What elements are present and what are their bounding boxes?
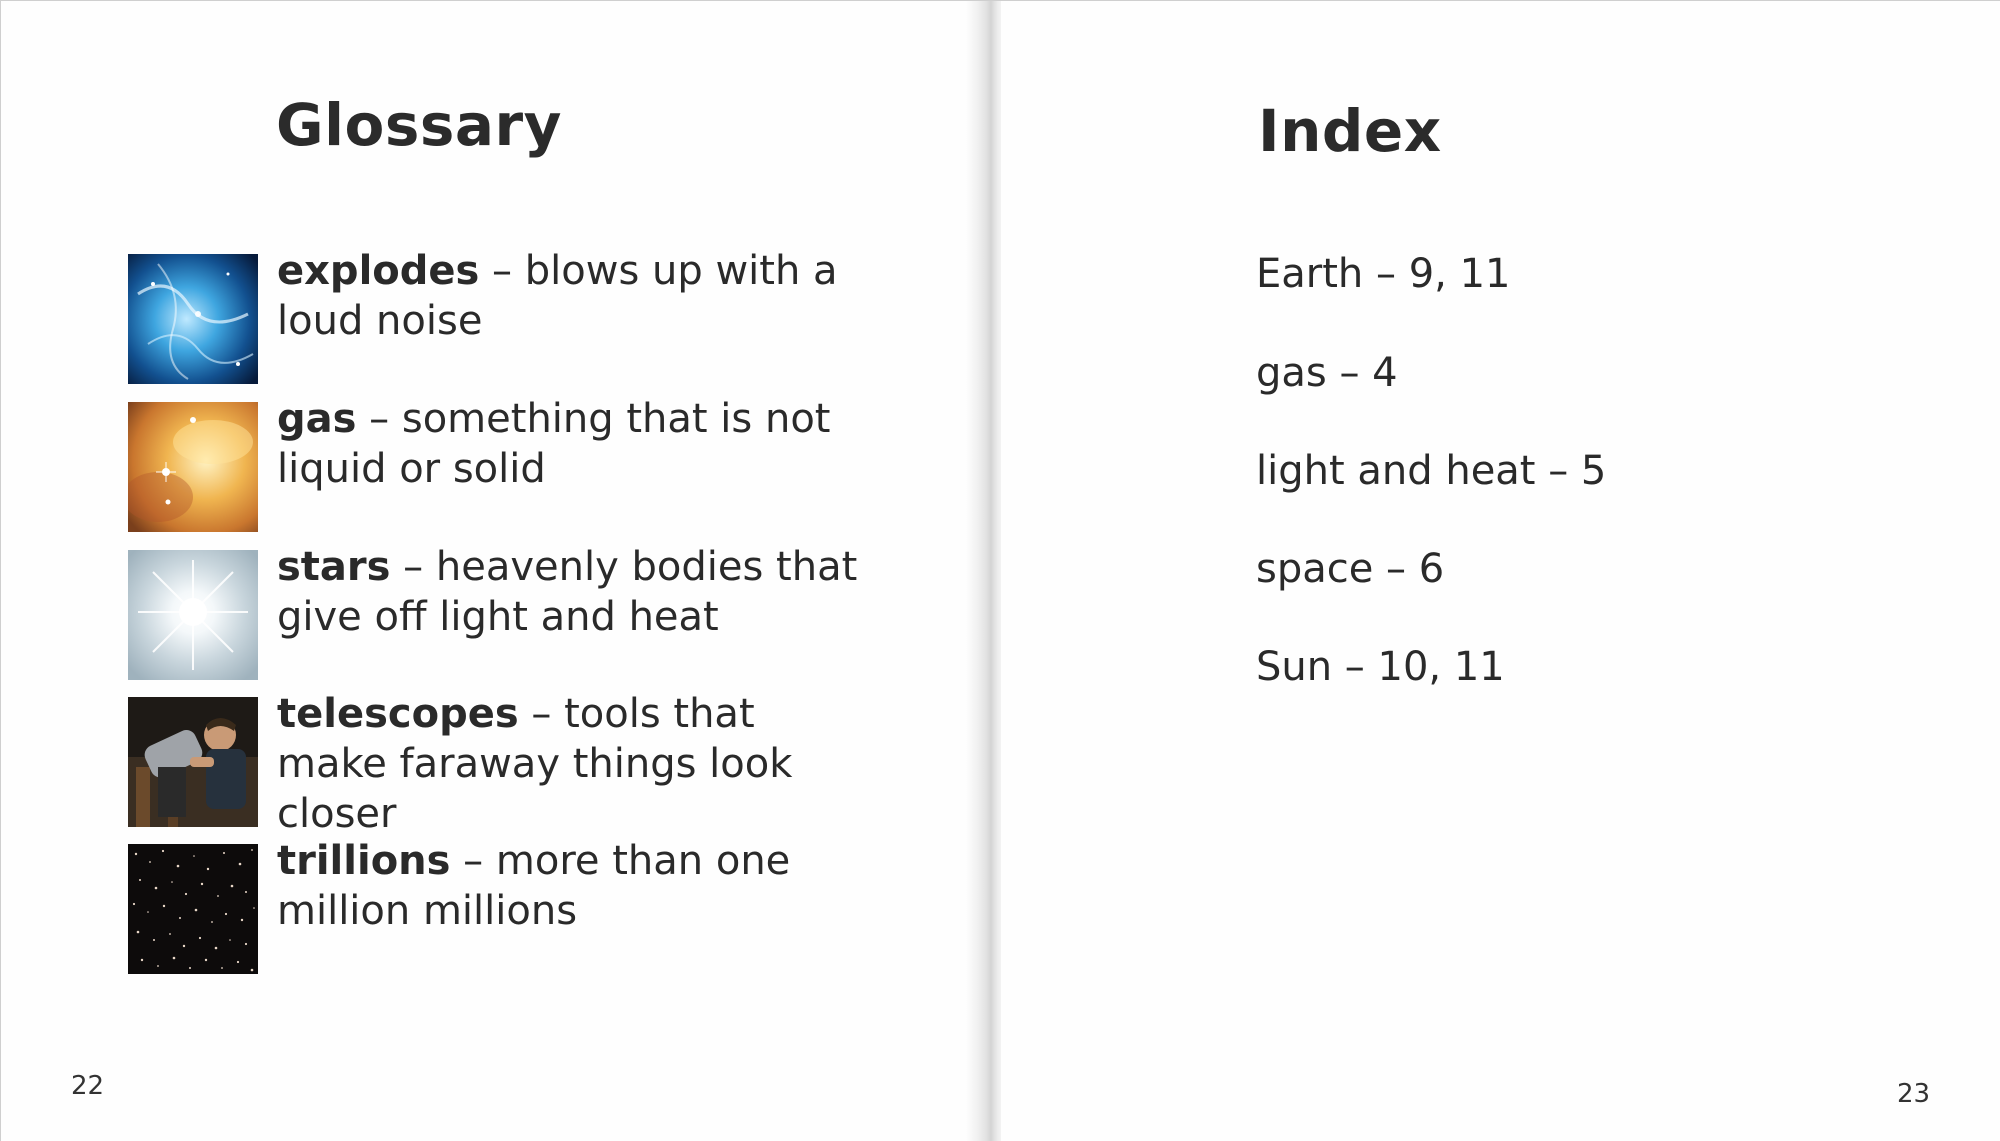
glossary-term: gas <box>277 396 357 442</box>
page-number-right: 23 <box>1897 1079 1931 1109</box>
starfield-image <box>128 844 258 974</box>
glossary-page <box>1 1 981 1141</box>
glossary-title: Glossary <box>276 91 562 159</box>
index-entry: space – 6 <box>1256 546 1445 592</box>
glossary-term: explodes <box>277 248 480 294</box>
index-entry: gas – 4 <box>1256 350 1398 396</box>
orange-gas-cloud-image <box>128 402 258 532</box>
glossary-entry-telescopes <box>128 691 868 837</box>
index-entry: light and heat – 5 <box>1256 448 1607 494</box>
glossary-definition: – blows up with a loud noise <box>277 248 838 344</box>
glossary-definition: – heavenly bodies that give off light and heat <box>277 544 858 640</box>
index-entry: Sun – 10, 11 <box>1256 644 1505 690</box>
page-number-left: 22 <box>71 1071 105 1101</box>
glossary-entry-gas <box>128 396 868 532</box>
nebula-explosion-image <box>128 254 258 384</box>
index-page <box>1001 1 2000 1141</box>
index-entry: Earth – 9, 11 <box>1256 251 1511 297</box>
glossary-definition: – more than one million millions <box>277 838 791 934</box>
glossary-definition: – tools that make faraway things look closer <box>277 691 793 837</box>
glossary-entry-trillions <box>128 838 868 974</box>
glossary-entry-explodes <box>128 248 868 384</box>
bright-star-image <box>128 550 258 680</box>
glossary-term: stars <box>277 544 391 590</box>
glossary-term: trillions <box>277 838 451 884</box>
person-with-telescope-image <box>128 697 258 827</box>
glossary-definition: – something that is not liquid or solid <box>277 396 831 492</box>
glossary-entry-stars <box>128 544 868 680</box>
glossary-term: telescopes <box>277 691 519 737</box>
index-title: Index <box>1258 97 1442 165</box>
